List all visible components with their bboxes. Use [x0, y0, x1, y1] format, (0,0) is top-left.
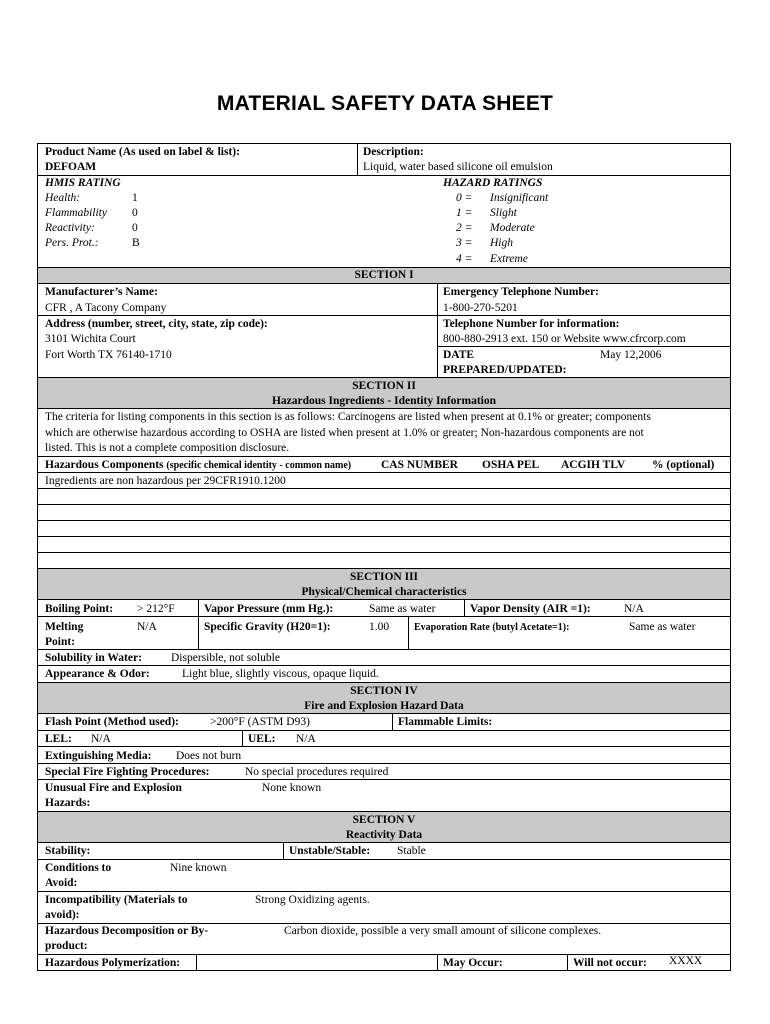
hmis-ppe-label: Pers. Prot.: — [45, 237, 99, 249]
divider — [464, 600, 465, 616]
section-4-header: SECTION IV — [350, 685, 418, 697]
lel-label: LEL: — [45, 733, 72, 745]
solubility-label: Solubility in Water: — [45, 652, 142, 664]
unstable-stable-value: Stable — [397, 845, 426, 857]
emergency-phone-value: 1-800-270-5201 — [443, 302, 518, 314]
hmis-title: HMIS RATING — [45, 177, 121, 189]
solubility-value: Dispersible, not soluble — [171, 652, 280, 664]
table-row-line — [37, 536, 731, 537]
divider — [392, 714, 393, 730]
hazard-rating-num: 4 = — [456, 253, 473, 265]
may-occur-label: May Occur: — [443, 957, 503, 969]
melting-point-label: Melting — [45, 621, 84, 633]
unusual-hazards-value: None known — [262, 782, 322, 794]
boiling-point-label: Boiling Point: — [45, 603, 114, 615]
divider — [37, 779, 731, 780]
ingredients-row: Ingredients are non hazardous per 29CFR1910.1200 — [45, 475, 286, 487]
hmis-flammability-label: Flammability — [45, 207, 107, 219]
section-5-subheader: Reactivity Data — [345, 829, 423, 841]
address-line-1: 3101 Wichita Court — [45, 333, 136, 345]
section-2-subheader: Hazardous Ingredients - Identity Information — [271, 395, 497, 407]
divider — [567, 954, 568, 970]
info-phone-value: 800-880-2913 ext. 150 or Website www.cfrcorp.com — [443, 333, 686, 345]
divider — [37, 175, 731, 176]
unusual-hazards-label: Hazards: — [45, 797, 91, 809]
table-row-line — [37, 504, 731, 505]
section-5-header: SECTION V — [352, 814, 416, 826]
prepared-label: PREPARED/UPDATED: — [443, 364, 567, 376]
section-4-subheader: Fire and Explosion Hazard Data — [304, 700, 464, 712]
product-name-label: Product Name (As used on label & list): — [45, 146, 240, 158]
divider — [357, 143, 358, 175]
hazard-rating-num: 2 = — [456, 222, 473, 234]
hmis-reactivity-value: 0 — [132, 222, 138, 234]
divider — [37, 763, 731, 764]
table-row-line — [37, 520, 731, 521]
hmis-health-label: Health: — [45, 192, 81, 204]
table-row-line — [37, 552, 731, 553]
evaporation-rate-value: Same as water — [629, 621, 696, 633]
will-not-occur-label: Will not occur: — [573, 957, 647, 969]
flash-point-label: Flash Point (Method used): — [45, 716, 179, 728]
description-label: Description: — [363, 146, 424, 158]
hazard-rating-text: Moderate — [490, 222, 535, 234]
hazard-rating-text: Slight — [490, 207, 517, 219]
melting-point-value: N/A — [137, 621, 157, 633]
page-title: MATERIAL SAFETY DATA SHEET — [216, 92, 554, 115]
date-label: DATE — [443, 349, 475, 361]
hazard-rating-text: Insignificant — [490, 192, 549, 204]
emergency-phone-label: Emergency Telephone Number: — [443, 286, 599, 298]
flammable-limits-label: Flammable Limits: — [398, 716, 493, 728]
hazard-rating-num: 1 = — [456, 207, 473, 219]
divider — [437, 284, 438, 377]
description-value: Liquid, water based silicone oil emulsion — [363, 161, 553, 173]
section-3-header: SECTION III — [349, 571, 419, 583]
hmis-flammability-value: 0 — [132, 207, 138, 219]
divider — [37, 746, 731, 747]
section-3-subheader: Physical/Chemical characteristics — [301, 586, 467, 598]
divider — [37, 954, 731, 955]
appearance-value: Light blue, slightly viscous, opaque liquid. — [182, 668, 379, 680]
hmis-reactivity-label: Reactivity: — [45, 222, 95, 234]
hazard-rating-text: Extreme — [490, 253, 528, 265]
decomposition-label: Hazardous Decomposition or By- — [45, 925, 209, 937]
divider — [437, 954, 438, 970]
extinguishing-media-label: Extinguishing Media: — [45, 750, 152, 762]
divider — [283, 843, 284, 859]
criteria-text: The criteria for listing components in this section is as follows: Carcinogens are listed when present at 0.1% or greater; components — [45, 411, 651, 423]
appearance-label: Appearance & Odor: — [45, 668, 150, 680]
boiling-point-value: > 212°F — [137, 603, 175, 615]
evaporation-rate-label: Evaporation Rate (butyl Acetate=1): — [414, 622, 570, 633]
criteria-text: listed. This is not a complete composition disclosure. — [45, 442, 290, 454]
divider — [196, 954, 197, 970]
conditions-avoid-value: Nine known — [170, 862, 227, 874]
manufacturer-label: Manufacturer’s Name: — [45, 286, 158, 298]
table-row-line — [37, 488, 731, 489]
col-acgih-tlv: ACGIH TLV — [561, 459, 626, 471]
incompatibility-label: avoid): — [45, 909, 80, 921]
divider — [437, 346, 731, 347]
uel-value: N/A — [296, 733, 316, 745]
col-percent: % (optional) — [652, 459, 715, 471]
hazard-rating-text: High — [490, 237, 513, 249]
decomposition-value: Carbon dioxide, possible a very small amount of silicone complexes. — [284, 925, 602, 937]
col-osha-pel: OSHA PEL — [482, 459, 540, 471]
hazard-rating-num: 3 = — [456, 237, 473, 249]
col-cas-number: CAS NUMBER — [381, 459, 458, 471]
hmis-health-value: 1 — [132, 192, 138, 204]
divider — [37, 616, 731, 617]
section-1-header: SECTION I — [354, 269, 414, 281]
divider — [37, 891, 731, 892]
col-components-label: Hazardous Components — [45, 459, 164, 471]
criteria-text: which are otherwise hazardous according to OSHA are listed when present at 1.0% or greater; Non-hazardous components are not — [45, 427, 644, 439]
special-procedures-label: Special Fire Fighting Procedures: — [45, 766, 210, 778]
vapor-density-label: Vapor Density (AIR =1): — [470, 603, 591, 615]
divider — [37, 923, 731, 924]
conditions-avoid-label: Conditions to — [45, 862, 112, 874]
vapor-pressure-label: Vapor Pressure (mm Hg.): — [204, 603, 334, 615]
unusual-hazards-label: Unusual Fire and Explosion — [45, 782, 182, 794]
incompatibility-label: Incompatibility (Materials to — [45, 894, 188, 906]
specific-gravity-label: Specific Gravity (H20=1): — [204, 621, 331, 633]
divider — [37, 859, 731, 860]
decomposition-label: product: — [45, 940, 88, 952]
special-procedures-value: No special procedures required — [245, 766, 389, 778]
info-phone-label: Telephone Number for information: — [443, 318, 620, 330]
vapor-pressure-value: Same as water — [369, 603, 436, 615]
specific-gravity-value: 1.00 — [369, 621, 390, 633]
polymerization-label: Hazardous Polymerization: — [45, 957, 181, 969]
divider — [37, 649, 731, 650]
uel-label: UEL: — [248, 733, 276, 745]
stability-label: Stability: — [45, 845, 91, 857]
vapor-density-value: N/A — [624, 603, 644, 615]
section-2-header: SECTION II — [352, 380, 416, 392]
lel-value: N/A — [91, 733, 111, 745]
divider — [242, 730, 243, 746]
incompatibility-value: Strong Oxidizing agents. — [255, 894, 370, 906]
will-not-occur-value: XXXX — [669, 955, 703, 967]
divider — [408, 616, 409, 649]
conditions-avoid-label: Avoid: — [45, 877, 78, 889]
divider — [37, 315, 731, 316]
divider — [198, 600, 199, 649]
address-line-2: Fort Worth TX 76140-1710 — [45, 349, 172, 361]
extinguishing-media-value: Does not burn — [176, 750, 242, 762]
hazard-rating-num: 0 = — [456, 192, 473, 204]
hazard-ratings-title: HAZARD RATINGS — [443, 177, 543, 189]
unstable-stable-label: Unstable/Stable: — [289, 845, 371, 857]
divider — [37, 665, 731, 666]
date-value: May 12,2006 — [600, 349, 662, 361]
product-name-value: DEFOAM — [45, 161, 97, 173]
address-label: Address (number, street, city, state, zip code): — [45, 318, 268, 330]
manufacturer-value: CFR , A Tacony Company — [45, 302, 167, 314]
col-hazardous-components — [45, 459, 351, 472]
col-components-note: (specific chemical identity - common name) — [166, 460, 352, 471]
hmis-ppe-value: B — [132, 237, 140, 249]
divider — [37, 472, 731, 473]
flash-point-value: >200°F (ASTM D93) — [210, 716, 310, 728]
divider — [37, 730, 731, 731]
divider — [37, 456, 731, 457]
melting-point-label: Point: — [45, 636, 76, 648]
